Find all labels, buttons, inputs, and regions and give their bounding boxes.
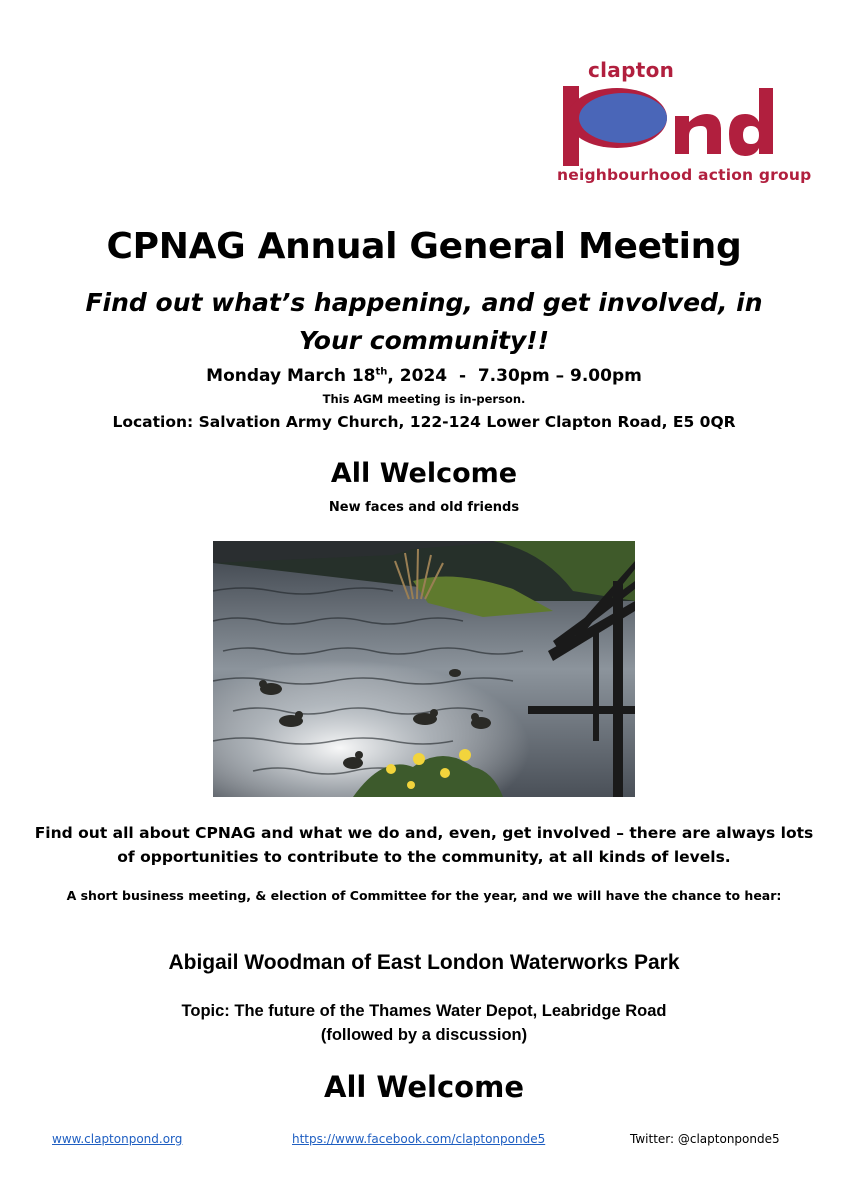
- topic-line-1: Topic: The future of the Thames Water Depot, Leabridge Road: [181, 1002, 667, 1020]
- in-person-note: This AGM meeting is in-person.: [322, 392, 526, 406]
- subtitle-line-1: Find out what’s happening, and get involved, in: [85, 288, 763, 317]
- intro-paragraph: Find out all about CPNAG and what we do and, even, get involved – there are always lots of opportunities to contribute to the community, at all kinds of levels.: [34, 824, 814, 866]
- logo-bottom-text: neighbourhood action group: [557, 166, 812, 184]
- facebook-link[interactable]: https://www.facebook.com/claptonponde5: [292, 1132, 546, 1146]
- welcome-subheading: New faces and old friends: [328, 500, 520, 515]
- logo-letter-n: [675, 114, 721, 154]
- subtitle: [0, 284, 848, 360]
- welcome-footer: All Welcome: [324, 1070, 524, 1104]
- speaker: Abigail Woodman of East London Waterworks Park: [168, 951, 680, 974]
- date-day: Monday March 18: [206, 366, 376, 386]
- logo-letter-d: [729, 88, 773, 156]
- business-line: A short business meeting, & election of Committee for the year, and we will have the chance to hear:: [66, 888, 782, 903]
- date-ordinal: th: [375, 366, 388, 378]
- date-time: , 2024 - 7.30pm – 9.00pm: [387, 366, 642, 386]
- topic-line-2: (followed by a discussion): [320, 1026, 528, 1044]
- logo-pond-graphic: [555, 82, 805, 168]
- pond-photo-illustration: [213, 541, 635, 797]
- subtitle-line-2: Your community!!: [298, 326, 550, 355]
- welcome-heading: All Welcome: [330, 458, 518, 489]
- pond-photo: [213, 541, 635, 797]
- logo-pond-water: [579, 93, 667, 143]
- website-link[interactable]: www.claptonpond.org: [52, 1132, 183, 1146]
- page-title: CPNAG Annual General Meeting: [106, 226, 742, 267]
- logo-top-text: clapton: [588, 58, 675, 82]
- location: Location: Salvation Army Church, 122-124 Lower Clapton Road, E5 0QR: [112, 413, 736, 431]
- twitter-handle: Twitter: @claptonponde5: [630, 1132, 780, 1146]
- logo: [555, 58, 812, 188]
- topic: [0, 999, 848, 1047]
- meeting-date: [0, 366, 848, 386]
